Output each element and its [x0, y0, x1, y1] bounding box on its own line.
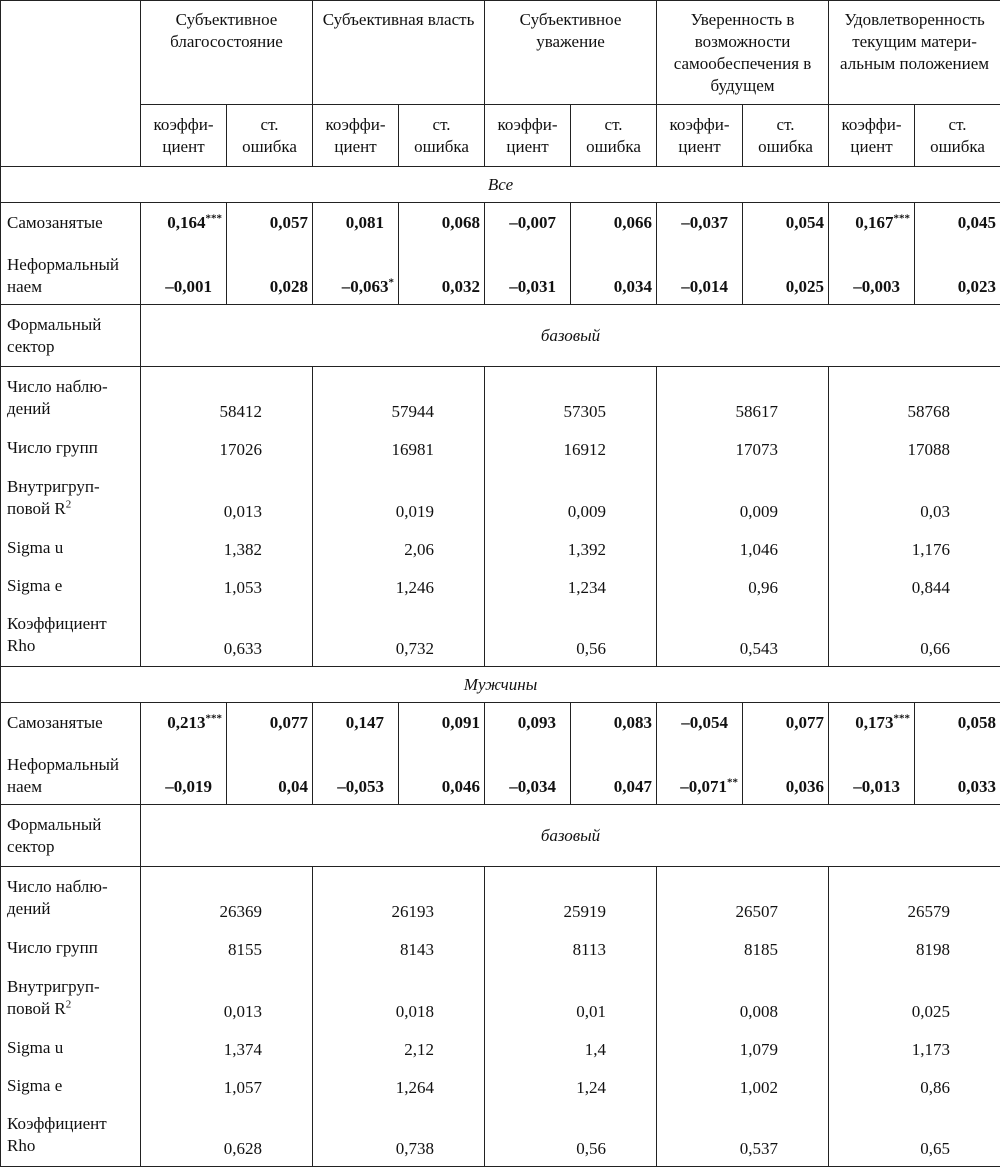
coef-cell: –0,063* — [313, 243, 399, 305]
table-row — [1, 203, 1000, 243]
significance-stars: *** — [206, 212, 223, 224]
table-row — [1, 703, 1000, 743]
stat-value: 0,65 — [829, 1105, 1000, 1167]
stat-value: 1,382 — [141, 529, 313, 567]
stat-value: 1,264 — [313, 1067, 485, 1105]
stat-row — [1, 867, 1000, 929]
se-cell: 0,091 — [399, 703, 485, 743]
se-cell: 0,028 — [227, 243, 313, 305]
base-value: базовый — [141, 305, 1000, 367]
row-label: Самозанятые — [1, 703, 141, 743]
base-row — [1, 805, 1000, 867]
coef-cell: –0,019 — [141, 743, 227, 805]
stat-value: 1,057 — [141, 1067, 313, 1105]
significance-stars: *** — [894, 212, 911, 224]
stat-value: 0,56 — [485, 1105, 657, 1167]
corner-cell — [1, 1, 141, 167]
coef-cell: 0,213*** — [141, 703, 227, 743]
stat-value: 0,66 — [829, 605, 1000, 667]
coef-cell: 0,093 — [485, 703, 571, 743]
row-label: Внутригруп- повой $R^2$ — [1, 967, 141, 1029]
coef-cell: 0,173*** — [829, 703, 915, 743]
stat-value: 0,008 — [657, 967, 829, 1029]
coef-cell: 0,164*** — [141, 203, 227, 243]
subheader-se: ст. ошибка — [227, 105, 313, 167]
coef-cell: –0,007 — [485, 203, 571, 243]
stat-row — [1, 1029, 1000, 1067]
row-label: Sigma u — [1, 1029, 141, 1067]
superscript: 2 — [66, 498, 72, 510]
row-label: Неформальный наем — [1, 243, 141, 305]
stat-value: 1,176 — [829, 529, 1000, 567]
row-label: Формальный сектор — [1, 305, 141, 367]
row-label: Коэффициент Rho — [1, 605, 141, 667]
stat-value: 58768 — [829, 367, 1000, 429]
stat-value: 26579 — [829, 867, 1000, 929]
se-cell: 0,034 — [571, 243, 657, 305]
se-cell: 0,077 — [227, 703, 313, 743]
stat-value: 57944 — [313, 367, 485, 429]
se-cell: 0,066 — [571, 203, 657, 243]
table-row — [1, 243, 1000, 305]
significance-stars: *** — [206, 712, 223, 724]
coef-cell: –0,071** — [657, 743, 743, 805]
stat-value: 0,633 — [141, 605, 313, 667]
coef-cell: –0,014 — [657, 243, 743, 305]
stat-row — [1, 605, 1000, 667]
stat-value: 2,12 — [313, 1029, 485, 1067]
subheader-coef: коэффи- циент — [313, 105, 399, 167]
stat-value: 58412 — [141, 367, 313, 429]
stat-row — [1, 967, 1000, 1029]
superscript: 2 — [66, 998, 72, 1010]
stat-value: 8185 — [657, 929, 829, 967]
stat-value: 2,06 — [313, 529, 485, 567]
se-cell: 0,083 — [571, 703, 657, 743]
stat-value: 0,013 — [141, 967, 313, 1029]
stat-value: 8143 — [313, 929, 485, 967]
stat-value: 0,01 — [485, 967, 657, 1029]
subheader-se: ст. ошибка — [743, 105, 829, 167]
se-cell: 0,045 — [915, 203, 1000, 243]
stat-value: 0,56 — [485, 605, 657, 667]
stat-value: 0,03 — [829, 467, 1000, 529]
coef-cell: 0,167*** — [829, 203, 915, 243]
se-cell: 0,023 — [915, 243, 1000, 305]
stat-value: 17026 — [141, 429, 313, 467]
subheader-se: ст. ошибка — [399, 105, 485, 167]
row-label: Число наблю- дений — [1, 367, 141, 429]
coef-cell: –0,054 — [657, 703, 743, 743]
coef-cell: –0,053 — [313, 743, 399, 805]
row-label: Sigma e — [1, 1067, 141, 1105]
stat-value: 8198 — [829, 929, 1000, 967]
stat-value: 8155 — [141, 929, 313, 967]
coef-cell: –0,031 — [485, 243, 571, 305]
section-title: Мужчины — [1, 667, 1000, 703]
stat-value: 0,628 — [141, 1105, 313, 1167]
se-cell: 0,036 — [743, 743, 829, 805]
stat-value: 57305 — [485, 367, 657, 429]
table-row — [1, 743, 1000, 805]
row-label: Число наблю- дений — [1, 867, 141, 929]
stat-row — [1, 929, 1000, 967]
stat-value: 0,732 — [313, 605, 485, 667]
row-label: Самозанятые — [1, 203, 141, 243]
stat-value: 25919 — [485, 867, 657, 929]
se-cell: 0,068 — [399, 203, 485, 243]
column-header: Субъективное благосостояние — [141, 1, 313, 105]
stat-row — [1, 467, 1000, 529]
stat-value: 0,018 — [313, 967, 485, 1029]
stat-value: 1,246 — [313, 567, 485, 605]
row-label: Sigma e — [1, 567, 141, 605]
se-cell: 0,033 — [915, 743, 1000, 805]
stat-value: 1,24 — [485, 1067, 657, 1105]
se-cell: 0,032 — [399, 243, 485, 305]
se-cell: 0,058 — [915, 703, 1000, 743]
stat-value: 0,738 — [313, 1105, 485, 1167]
stat-value: 0,019 — [313, 467, 485, 529]
subheader-coef: коэффи- циент — [485, 105, 571, 167]
stat-value: 1,079 — [657, 1029, 829, 1067]
stat-value: 26507 — [657, 867, 829, 929]
se-cell: 0,025 — [743, 243, 829, 305]
section-title-row — [1, 167, 1000, 203]
subheader-coef: коэффи- циент — [141, 105, 227, 167]
row-label: Неформальный наем — [1, 743, 141, 805]
subheader-se: ст. ошибка — [915, 105, 1000, 167]
section-title: Все — [1, 167, 1000, 203]
stat-value: 1,392 — [485, 529, 657, 567]
stat-value: 0,543 — [657, 605, 829, 667]
se-cell: 0,057 — [227, 203, 313, 243]
column-header: Субъективная власть — [313, 1, 485, 105]
coef-cell: –0,037 — [657, 203, 743, 243]
se-cell: 0,077 — [743, 703, 829, 743]
row-label: Внутригруп- повой $R^2$ — [1, 467, 141, 529]
stat-value: 26193 — [313, 867, 485, 929]
stat-value: 58617 — [657, 367, 829, 429]
coef-cell: –0,034 — [485, 743, 571, 805]
stat-value: 1,4 — [485, 1029, 657, 1067]
stat-value: 1,374 — [141, 1029, 313, 1067]
stat-row — [1, 1105, 1000, 1167]
stat-value: 1,053 — [141, 567, 313, 605]
stat-value: 0,96 — [657, 567, 829, 605]
stat-value: 1,173 — [829, 1029, 1000, 1067]
base-value: базовый — [141, 805, 1000, 867]
stat-value: 1,046 — [657, 529, 829, 567]
subheader-coef: коэффи- циент — [829, 105, 915, 167]
coef-cell: –0,013 — [829, 743, 915, 805]
stat-value: 1,002 — [657, 1067, 829, 1105]
se-cell: 0,047 — [571, 743, 657, 805]
subheader-row — [1, 105, 1000, 167]
coef-cell: –0,001 — [141, 243, 227, 305]
column-header: Уверенность в возможности самообеспечения в будущем — [657, 1, 829, 105]
subheader-coef: коэффи- циент — [657, 105, 743, 167]
row-label: Формальный сектор — [1, 805, 141, 867]
stat-row — [1, 367, 1000, 429]
se-cell: 0,054 — [743, 203, 829, 243]
stat-value: 0,009 — [485, 467, 657, 529]
stat-value: 0,009 — [657, 467, 829, 529]
stat-value: 0,844 — [829, 567, 1000, 605]
stat-value: 0,013 — [141, 467, 313, 529]
stat-row — [1, 529, 1000, 567]
significance-stars: *** — [894, 712, 911, 724]
stat-value: 0,025 — [829, 967, 1000, 1029]
stat-value: 26369 — [141, 867, 313, 929]
subheader-se: ст. ошибка — [571, 105, 657, 167]
section-title-row — [1, 667, 1000, 703]
stat-value: 17088 — [829, 429, 1000, 467]
stat-value: 1,234 — [485, 567, 657, 605]
row-label: Число групп — [1, 429, 141, 467]
table-body — [1, 167, 1000, 1167]
row-label: Число групп — [1, 929, 141, 967]
stat-value: 8113 — [485, 929, 657, 967]
significance-stars: ** — [727, 776, 738, 788]
significance-stars: * — [389, 276, 395, 288]
coef-cell: 0,147 — [313, 703, 399, 743]
stat-row — [1, 1067, 1000, 1105]
stat-row — [1, 429, 1000, 467]
coef-cell: –0,003 — [829, 243, 915, 305]
row-label: Sigma u — [1, 529, 141, 567]
column-header: Удовлетворенность текущим матери- альным положением — [829, 1, 1000, 105]
coef-cell: 0,081 — [313, 203, 399, 243]
stat-row — [1, 567, 1000, 605]
stat-value: 0,537 — [657, 1105, 829, 1167]
stat-value: 16981 — [313, 429, 485, 467]
stat-value: 0,86 — [829, 1067, 1000, 1105]
se-cell: 0,04 — [227, 743, 313, 805]
stat-value: 17073 — [657, 429, 829, 467]
row-label: Коэффициент Rho — [1, 1105, 141, 1167]
se-cell: 0,046 — [399, 743, 485, 805]
base-row — [1, 305, 1000, 367]
column-header: Субъективное уважение — [485, 1, 657, 105]
header-row — [1, 1, 1000, 105]
stat-value: 16912 — [485, 429, 657, 467]
